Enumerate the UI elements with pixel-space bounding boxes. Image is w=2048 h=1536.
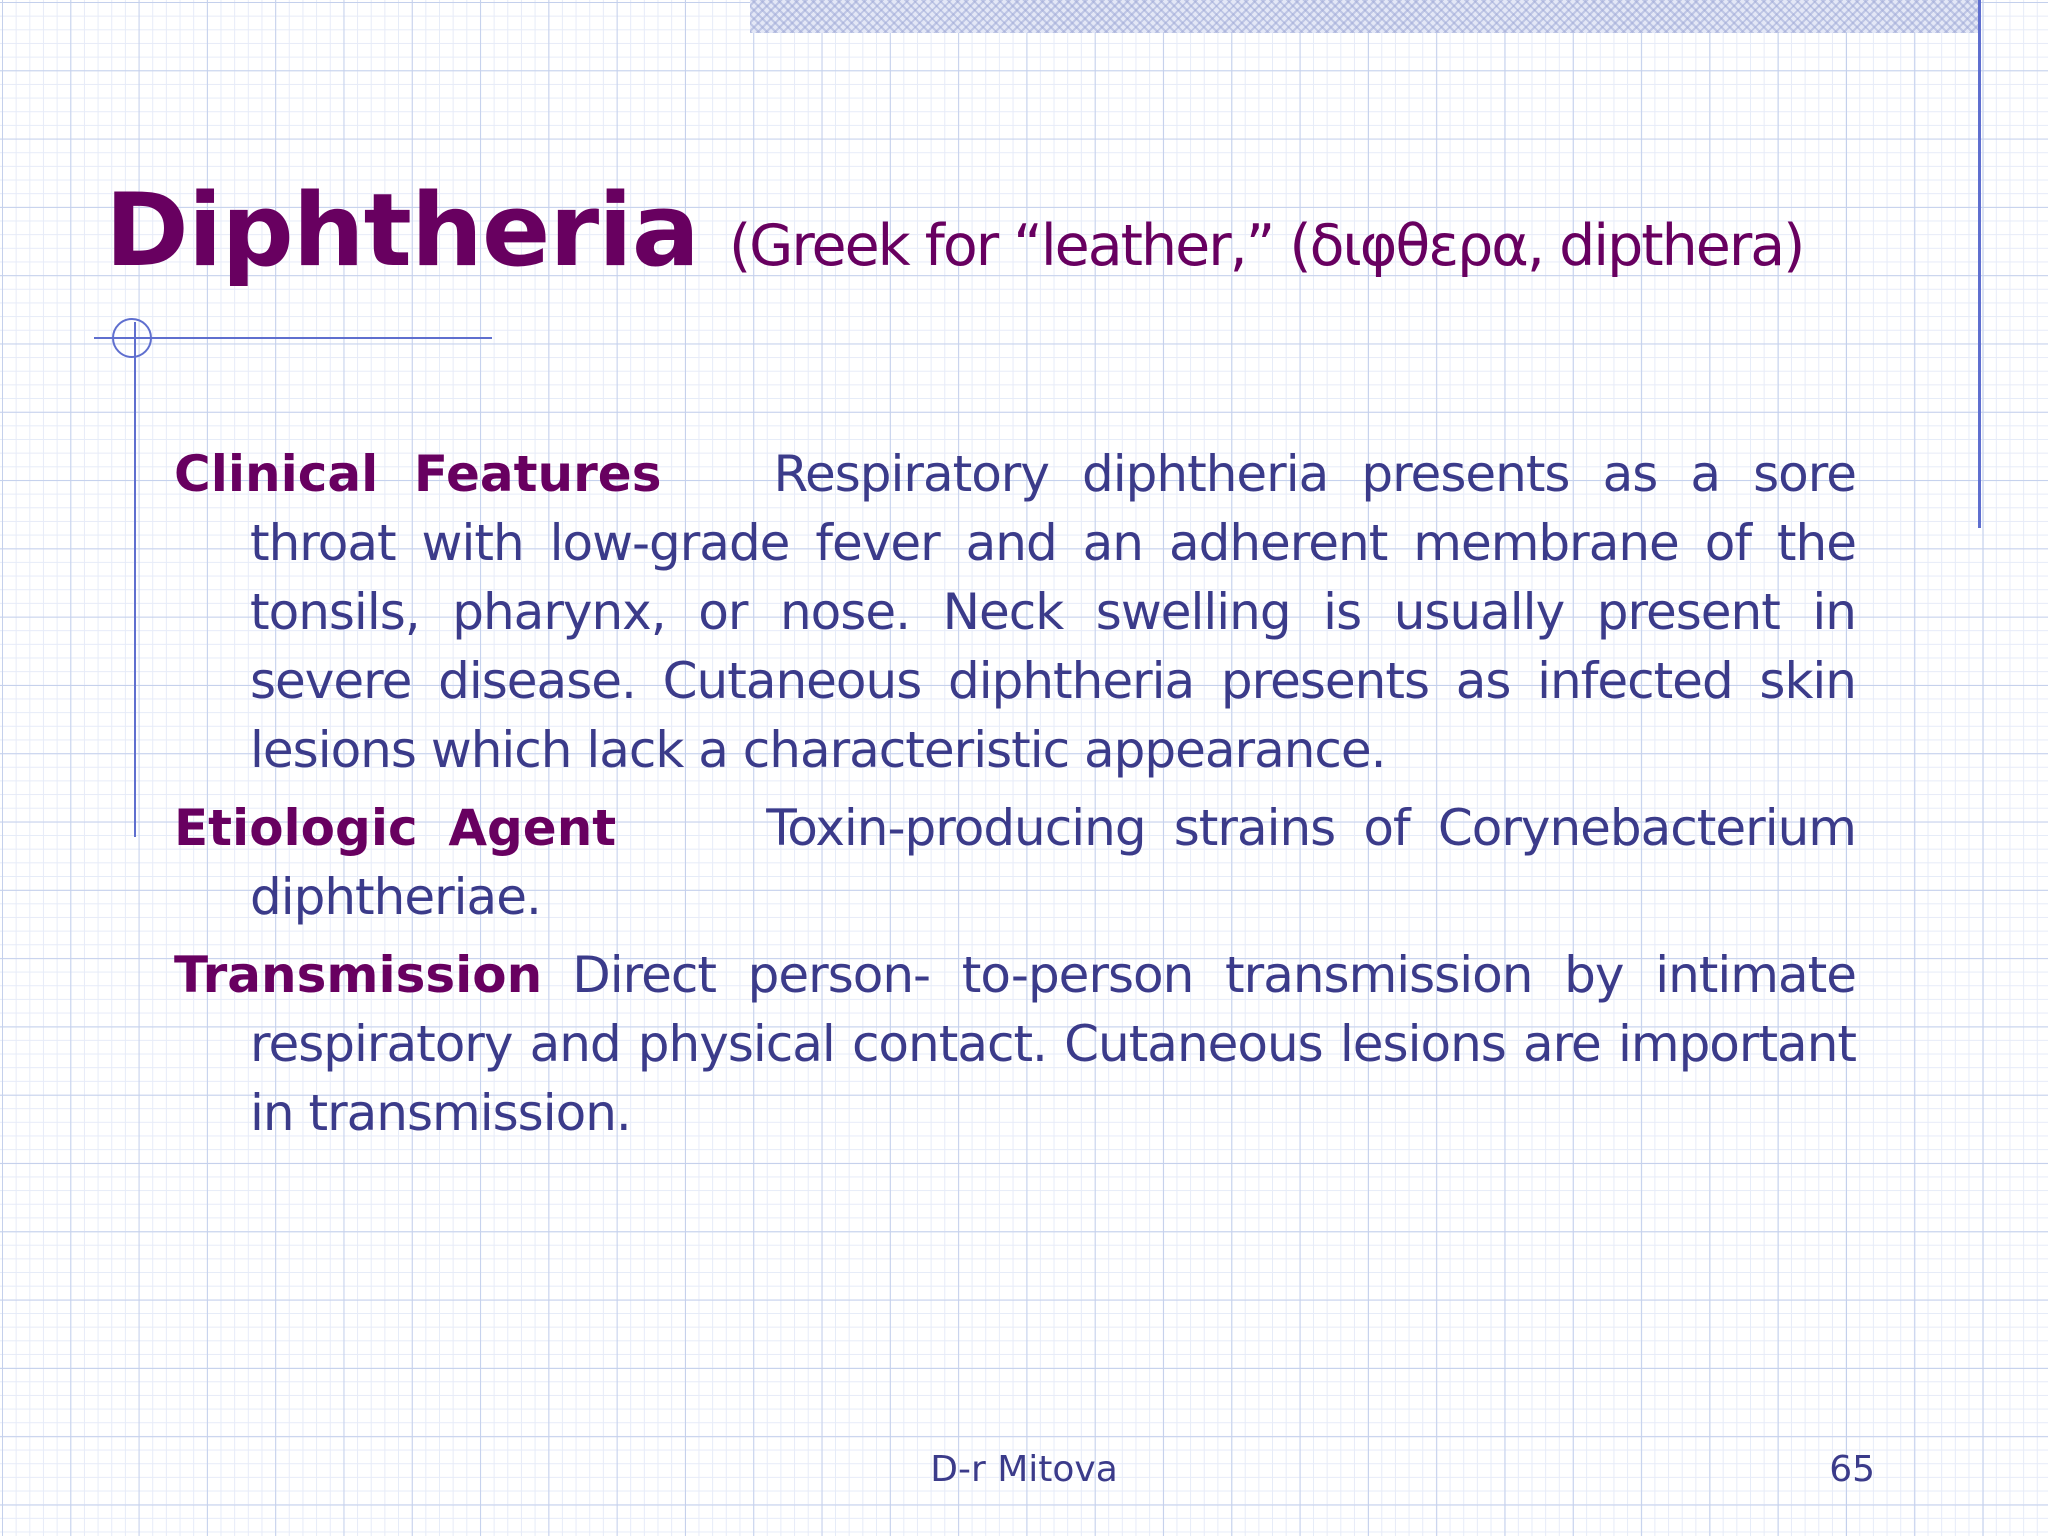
slide-body [174, 440, 1856, 1157]
section-etiologic-agent [174, 794, 1856, 932]
section-text: Direct person- to-person transmission by intimate respiratory and physical contact. Cutaneous lesions are important in transmission. [250, 946, 1856, 1142]
section-transmission [174, 941, 1856, 1148]
footer-page-number: 65 [1829, 1449, 1875, 1490]
section-text: Toxin-producing strains of Corynebacterium diphtheriae. [250, 799, 1857, 926]
title-underline-rule [94, 337, 492, 339]
section-term: Transmission [174, 946, 543, 1004]
left-vertical-rule [134, 322, 136, 837]
footer-author: D-r Mitova [930, 1449, 1118, 1490]
title-main: Diphtheria [105, 171, 699, 289]
section-text: Respiratory diphtheria presents as a sore throat with low-grade fever and an adherent membrane of the tonsils, pharynx, or nose. Neck swelling is usually present in severe disease. Cutaneous diphtheria presents as infected skin lesions which lack a characteristic appearance. [250, 445, 1856, 779]
section-term: Clinical Features [174, 445, 662, 503]
top-pattern-band [750, 0, 1980, 33]
slide-title [105, 171, 1804, 289]
title-subtitle: (Greek for “leather,” (διφθερα, dipthera) [728, 213, 1804, 279]
crosshair-ring-icon [112, 318, 152, 358]
section-term: Etiologic Agent [174, 799, 617, 857]
section-clinical-features [174, 440, 1856, 785]
right-vertical-rule [1978, 0, 1981, 528]
